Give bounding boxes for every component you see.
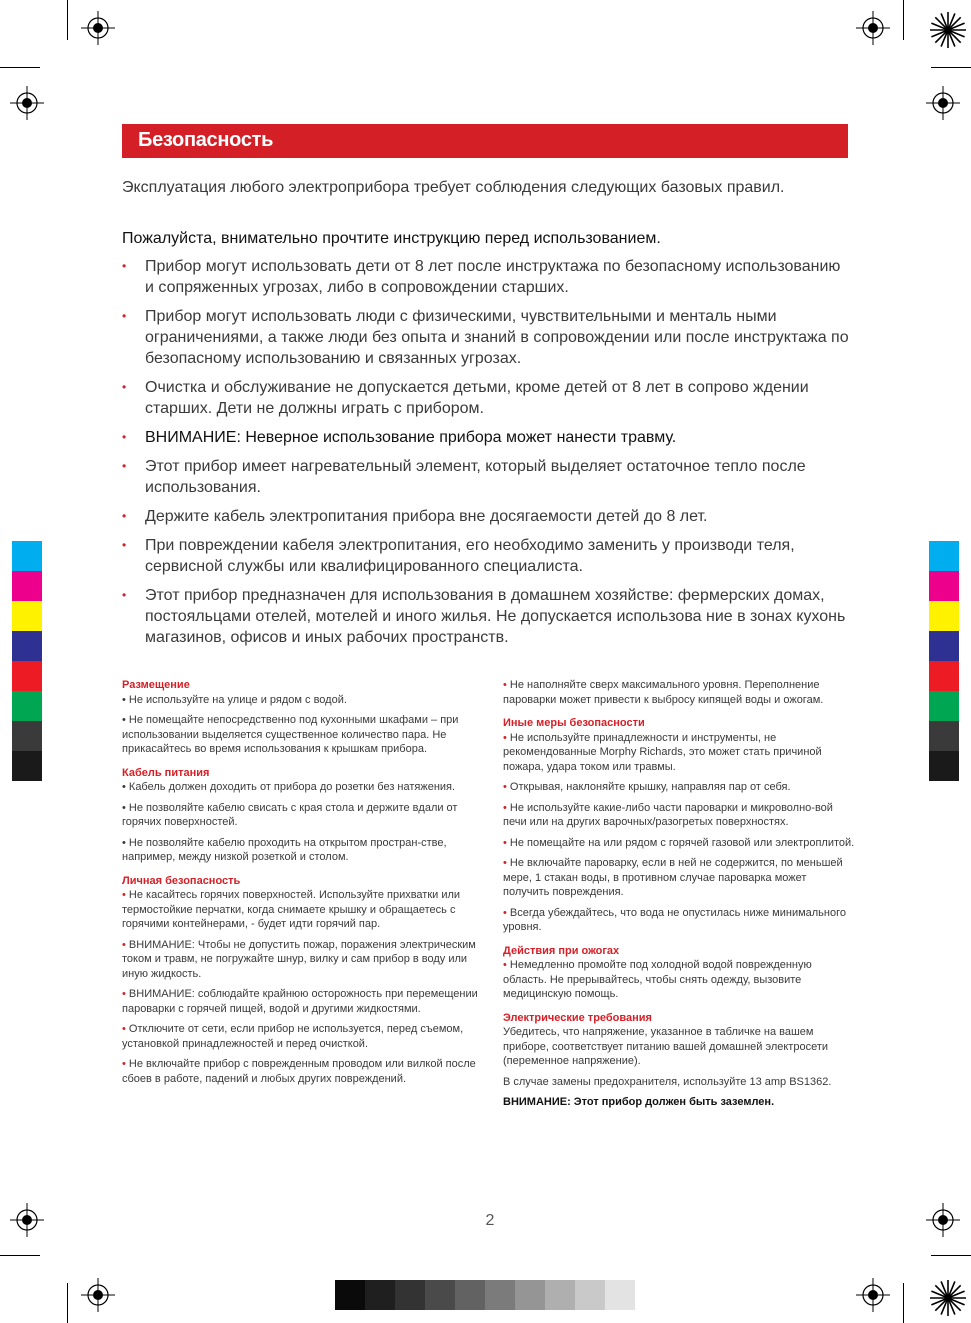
- starburst-icon: [928, 10, 968, 50]
- list-item: • Этот прибор предназначен для использования в домашнем хозяйстве: фермерских домах, постояльцами отелей, мотелей и иного жилья. Не допускается использова ние в зонах кухонь магазинов, офисов и иных рабочих пространств.: [122, 587, 846, 646]
- registration-mark-icon: [856, 1278, 890, 1312]
- paragraph: • Не касайтесь горячих поверхностей. Используйте прихватки или термостойкие перчатки, когда снимаете крышку и обращаетесь с горячими контейнерами, - будет идти горячий пар.: [122, 889, 461, 930]
- gray-swatch: [455, 1280, 485, 1310]
- list-item: • Этот прибор имеет нагревательный элемент, который выделяет остаточное тепло после использования.: [122, 458, 806, 496]
- color-swatch: [12, 751, 42, 781]
- color-swatch: [929, 541, 959, 571]
- gray-swatch: [395, 1280, 425, 1310]
- paragraph: • ВНИМАНИЕ: Чтобы не допустить пожар, поражения электрическим током и травм, не погружайте шнур, вилку и сам прибор в воду или иную жидкость.: [122, 938, 476, 980]
- color-swatch: [12, 661, 42, 691]
- list-item: • Держите кабель электропитания прибора вне досягаемости детей до 8 лет.: [122, 508, 708, 525]
- gray-swatch: [485, 1280, 515, 1310]
- color-swatch: [929, 751, 959, 781]
- registration-mark-icon: [926, 86, 960, 120]
- starburst-icon: [928, 1278, 968, 1318]
- paragraph: • Отключите от сети, если прибор не используется, перед съемом, установкой принадлежностей и перед очисткой.: [122, 1023, 464, 1050]
- registration-mark-icon: [926, 1203, 960, 1237]
- paragraph: • Не используйте принадлежности и инструменты, не рекомендованные Morphy Richards, это может стать причиной пожара, удара током или травмы.: [503, 731, 822, 773]
- paragraph: • Всегда убеждайтесь, что вода не опустилась ниже минимального уровня.: [503, 906, 846, 933]
- gray-swatch: [575, 1280, 605, 1310]
- color-swatch: [929, 631, 959, 661]
- color-swatch: [929, 661, 959, 691]
- trim-mark: [67, 0, 68, 40]
- color-swatch: [12, 571, 42, 601]
- paragraph: • Не включайте пароварку, если в ней не содержится, по меньшей мере, 1 стакан воды, в противном случае пароварка может получить повреждения.: [503, 857, 843, 898]
- gray-swatch: [515, 1280, 545, 1310]
- gray-swatch: [545, 1280, 575, 1310]
- list-item: • Прибор могут использовать дети от 8 лет после инструктажа по безопасному использованию и сопряженных угрозах, либо в сопровождении старших.: [122, 258, 841, 296]
- color-swatch: [929, 601, 959, 631]
- registration-mark-icon: [856, 11, 890, 45]
- paragraph: • Не позволяйте кабелю проходить на открытом простран-стве, например, между низкой розеткой и столом.: [122, 836, 447, 863]
- section-title-burns: Действия при ожогах: [503, 944, 620, 957]
- page-number: 2: [485, 1212, 495, 1229]
- registration-mark-icon: [81, 1278, 115, 1312]
- gray-swatch: [605, 1280, 635, 1310]
- paragraph: • Не используйте на улице и рядом с водой.: [122, 693, 347, 706]
- gray-swatch: [425, 1280, 455, 1310]
- color-swatch: [929, 721, 959, 751]
- intro-text: Эксплуатация любого электроприбора требует соблюдения следующих базовых правил.: [122, 179, 785, 196]
- gray-swatch: [365, 1280, 395, 1310]
- paragraph: • Не помещайте на или рядом с горячей газовой или электроплитой.: [503, 836, 855, 849]
- color-swatch: [929, 571, 959, 601]
- section-title-electric: Электрические требования: [503, 1011, 652, 1024]
- notice-text: Пожалуйста, внимательно прочтите инструкцию перед использованием.: [122, 230, 661, 247]
- color-swatch: [12, 631, 42, 661]
- paragraph: • Немедленно промойте под холодной водой поврежденную область. Не прерывайтесь, чтобы снять одежду, вызовите медицинскую помощь.: [503, 959, 812, 1000]
- paragraph: • Открывая, наклоняйте крышку, направляя пар от себя.: [503, 781, 791, 793]
- color-swatch: [929, 691, 959, 721]
- registration-mark-icon: [10, 86, 44, 120]
- paragraph: Убедитесь, что напряжение, указанное в табличке на вашем приборе, соответствует питанию вашей домашней электросети (переменное напряжение).: [503, 1026, 829, 1067]
- paragraph: • Не наполняйте сверх максимального уровня. Переполнение пароварки может привести к выбросу кипящей воды и ожогам.: [503, 679, 824, 706]
- paragraph: • Не включайте прибор с поврежденным проводом или вилкой после сбоев в работе, падений и любых других повреждений.: [122, 1058, 476, 1085]
- registration-mark-icon: [81, 11, 115, 45]
- trim-mark: [0, 1255, 40, 1256]
- color-swatch: [12, 721, 42, 751]
- section-title-personal: Личная безопасность: [122, 874, 241, 887]
- paragraph: • Кабель должен доходить от прибора до розетки без натяжения.: [122, 781, 456, 793]
- safety-bullet-list: [122, 256, 850, 656]
- trim-mark: [0, 67, 40, 68]
- paragraph: • Не помещайте непосредственно под кухонными шкафами – при использовании выделяется существенное количество пара. Не прикасайтесь во время использования к крышкам прибора.: [122, 714, 459, 755]
- warning-text: ВНИМАНИЕ: Этот прибор должен быть заземлен.: [503, 1096, 775, 1108]
- trim-mark: [903, 0, 904, 40]
- gray-swatch: [335, 1280, 365, 1310]
- list-item: • Очистка и обслуживание не допускается детьми, кроме детей от 8 лет в сопрово ждении старших. Дети не должны играть с прибором.: [122, 379, 809, 417]
- section-title-other: Иные меры безопасности: [503, 717, 645, 729]
- left-text-column: [122, 678, 478, 1086]
- color-swatch: [12, 601, 42, 631]
- paragraph: • Не используйте какие-либо части пароварки и микроволно-вой печи или на других варочных/разогретых поверхностях.: [503, 801, 833, 828]
- paragraph: В случае замены предохранителя, используйте 13 amp BS1362.: [503, 1075, 832, 1088]
- list-item: • Прибор могут использовать люди с физическими, чувствительными и менталь ными ограничениями, а также люди без опыта и знаний в сопровождении или после инструктажа по безопасному использованию и связанных угрозах.: [122, 308, 849, 367]
- page-title: Безопасность: [138, 129, 274, 151]
- section-heading-bar: [122, 124, 848, 158]
- section-title-cable: Кабель питания: [122, 766, 210, 779]
- trim-mark: [903, 1283, 904, 1323]
- trim-mark: [67, 1283, 68, 1323]
- paragraph: • Не позволяйте кабелю свисать с края стола и держите вдали от горячих поверхностей.: [122, 801, 458, 828]
- list-item: • При повреждении кабеля электропитания, его необходимо заменить у производи теля, сервисной службы или квалифицированного специалиста.: [122, 537, 795, 575]
- trim-mark: [931, 1255, 971, 1256]
- paragraph: • ВНИМАНИЕ: соблюдайте крайнюю осторожность при перемещении пароварки с горячей пищей, водой и другими жидкостями.: [122, 988, 478, 1015]
- color-swatch: [12, 691, 42, 721]
- section-title-placement: Размещение: [122, 679, 190, 691]
- color-swatch: [12, 541, 42, 571]
- right-text-column: [503, 678, 855, 1110]
- trim-mark: [931, 67, 971, 68]
- list-item: • ВНИМАНИЕ: Неверное использование прибора может нанести травму.: [122, 429, 677, 446]
- registration-mark-icon: [10, 1203, 44, 1237]
